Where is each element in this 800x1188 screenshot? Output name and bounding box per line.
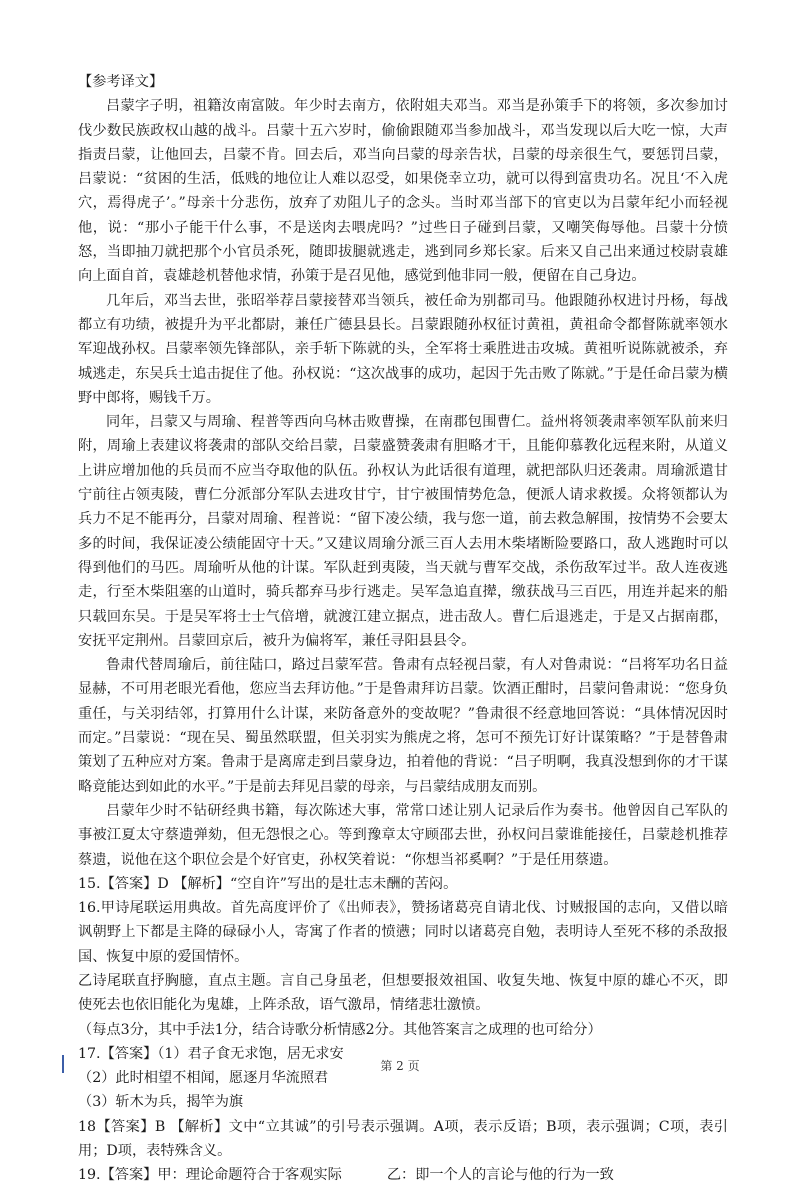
translation-paragraph-4: 鲁肃代替周瑜后，前往陆口，路过吕蒙军营。鲁肃有点轻视吕蒙，有人对鲁肃说：“吕将军功名日益显赫，不可用老眼光看他，您应当去拜访他。”于是鲁肃拜访吕蒙。饮酒正酣时，吕蒙问鲁肃说：“您身负重任，与关羽结邻，打算用什么计谋，来防备意外的变故呢？”鲁肃很不经意地回答说：“具体情况因时而定。”吕蒙说：“现在吴、蜀虽然联盟，但关羽实为熊虎之将，怎可不预先订好计谋策略？”于是替鲁肃策划了五种应对方案。鲁肃于是离席走到吕蒙身边，拍着他的背说：“吕子明啊，我真没想到你的才干谋略竟能达到如此的水平。”于是前去拜见吕蒙的母亲，与吕蒙结成朋友而别。 xyxy=(78,657,728,795)
answer-17-1: 17.【答案】（1）君子食无求饱，居无求安 xyxy=(78,1045,344,1062)
translation-paragraph-1: 吕蒙字子明，祖籍汝南富陂。年少时去南方，依附姐夫邓当。邓当是孙策手下的将领，多次参加讨伐少数民族政权山越的战斗。吕蒙十五六岁时，偷偷跟随邓当参加战斗，邓当发现以后大吃一惊，大声指责吕蒙，让他回去，吕蒙不肯。回去后，邓当向吕蒙的母亲告状，吕蒙的母亲很生气，要惩罚吕蒙，吕蒙说：“贫困的生活，低贱的地位让人难以忍受，如果侥幸立功，就可以得到富贵功名。况且‘不入虎穴，焉得虎子’。”母亲十分悲伤，放弃了劝阻儿子的念头。当时邓当部下的官吏以为吕蒙年纪小而轻视他，说：“那小子能干什么事，不是送肉去喂虎吗？”过些日子碰到吕蒙，又嘲笑侮辱他。吕蒙十分愤怒，当即抽刀就把那个小官员杀死，随即拔腿就逃走，逃到同乡郑长家。后来又自己出来通过校尉袁雄向上面自首，袁雄趁机替他求情，孙策于是召见他，感觉到他非同一般，便留在自己身边。 xyxy=(78,98,728,285)
reference-translation-heading: 【参考译文】 xyxy=(78,74,164,90)
answer-17-2: （2）此时相望不相闻，愿逐月华流照君 xyxy=(78,1070,329,1087)
answer-17-3: （3）斩木为兵，揭竿为旗 xyxy=(78,1094,244,1111)
answer-18: 18【答案】B 【解析】文中“立其诚”的引号表示强调。A项，表示反语；B项，表示强调；C项，表引用；D项，表特殊含义。 xyxy=(78,1118,728,1160)
document-body xyxy=(78,70,728,1188)
translation-paragraph-3: 同年，吕蒙又与周瑜、程普等西向乌林击败曹操，在南郡包围曹仁。益州将领袭肃率领军队前来归附，周瑜上表建议将袭肃的部队交给吕蒙，吕蒙盛赞袭肃有胆略才干，且能仰慕教化远程来附，从道义上讲应增加他的兵员而不应当夺取他的队伍。孙权认为此话很有道理，就把部队归还袭肃。周瑜派遣甘宁前往占领夷陵，曹仁分派部分军队去进攻甘宁，甘宁被围情势危急，便派人请求救援。众将领都认为兵力不足不能再分，吕蒙对周瑜、程普说：“留下凌公绩，我与您一道，前去救急解围，按情势不会要太多的时间，我保证凌公绩能固守十天。”又建议周瑜分派三百人去用木柴堵断险要路口，敌人逃跑时可以得到他们的马匹。周瑜听从他的计谋。军队赶到夷陵，当天就与曹军交战，杀伤敌军过半。敌人连夜逃走，行至木柴阻塞的山道时，骑兵都弃马步行逃走。吴军急追直撵，缴获战马三百匹，用连并起来的船只载回东吴。于是吴军将士士气倍增，就渡江建立据点，进击敌人。曹仁后退逃走，于是又占据南郡，安抚平定荆州。吕蒙回京后，被升为偏将军，兼任寻阳县县令。 xyxy=(78,414,728,649)
translation-paragraph-5: 吕蒙年少时不钻研经典书籍，每次陈述大事，常常口述让别人记录后作为奏书。他曾因自己军队的事被江夏太守蔡遗弹劾，但无怨恨之心。等到豫章太守顾邵去世，孙权问吕蒙谁能接任，吕蒙趁机推荐蔡遗，说他在这个职位会是个好官吏，孙权笑着说：“你想当祁奚啊？”于是任用蔡遗。 xyxy=(78,802,728,868)
answer-16-part-a: 16.甲诗尾联运用典故。首先高度评价了《出师表》，赞扬诸葛亮自请北伐、讨贼报国的志向，又借以暗讽朝野上下都是主降的碌碌小人，寄寓了作者的愤懑；同时以诸葛亮自勉，表明诗人至死不移的杀敌报国、恢复中原的爱国情怀。 xyxy=(78,900,728,965)
page-number: 第 2 页 xyxy=(380,1059,420,1073)
translation-paragraph-2: 几年后，邓当去世，张昭举荐吕蒙接替邓当领兵，被任命为别都司马。他跟随孙权进讨丹杨，每战都立有功绩，被提升为平北都尉，兼任广德县县长。吕蒙跟随孙权征讨黄祖，黄祖命令都督陈就率领水军迎战孙权。吕蒙率领先锋部队，亲手斩下陈就的头，全军将士乘胜进击攻城。黄祖听说陈就被杀，弃城逃走，东吴兵士追击捉住了他。孙权说：“这次战事的成功，起因于先击败了陈就。”于是任命吕蒙为横野中郎将，赐钱千万。 xyxy=(78,292,728,406)
answer-16-part-b: 乙诗尾联直抒胸臆，直点主题。言自己身虽老，但想要报效祖国、收复失地、恢复中原的雄心不灭，即使死去也依旧能化为鬼雄，上阵杀敌，语气激昂，情绪悲壮激愤。 xyxy=(78,972,728,1014)
answer-15: 15.【答案】D 【解析】“空自许”写出的是壮志未酬的苦闷。 xyxy=(78,875,458,892)
answer-19: 19.【答案】甲：理论命题符合于客观实际 乙：即一个人的言论与他的行为一致 xyxy=(78,1167,614,1184)
answer-16-scoring: （每点3分，其中手法1分，结合诗歌分析情感2分。其他答案言之成理的也可给分） xyxy=(78,1021,602,1038)
